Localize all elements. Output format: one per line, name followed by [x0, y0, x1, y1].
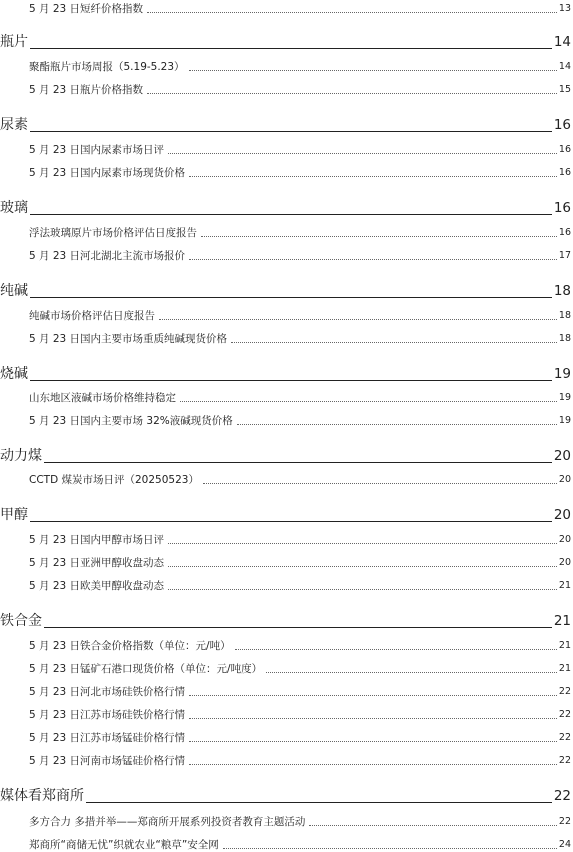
toc-page-number: 16: [553, 117, 571, 133]
toc-entry[interactable]: [29, 226, 571, 240]
toc-leader: [189, 176, 557, 177]
toc-section-title: 动力煤: [0, 448, 42, 464]
toc-page-number: 22: [558, 686, 571, 697]
toc-page-number: 21: [553, 613, 571, 629]
toc-entry-title: 5 月 23 日河北湖北主流市场报价: [29, 250, 186, 262]
toc-page-number: 18: [558, 333, 571, 344]
toc-page-number: 22: [558, 816, 571, 827]
toc-page-number: 19: [553, 366, 571, 382]
toc-leader: [189, 259, 557, 260]
toc-leader: [86, 802, 552, 803]
toc-section-title: 媒体看郑商所: [0, 788, 84, 804]
toc-page-number: 22: [558, 709, 571, 720]
toc-leader: [189, 695, 557, 696]
toc-entry-title: 纯碱市场价格评估日度报告: [29, 310, 155, 322]
toc-leader: [30, 131, 552, 132]
toc-page-number: 16: [558, 227, 571, 238]
toc-entry-title: 5 月 23 日国内主要市场 32%液碱现货价格: [29, 415, 233, 427]
toc-page-number: 13: [558, 3, 571, 14]
toc-leader: [203, 483, 557, 484]
toc-entry[interactable]: [29, 639, 571, 653]
toc-entry-title: 5 月 23 日江苏市场硅铁价格行情: [29, 709, 186, 721]
toc-entry-title: 5 月 23 日河南市场锰硅价格行情: [29, 755, 186, 767]
toc-page-number: 20: [553, 448, 571, 464]
toc-page-number: 20: [558, 474, 571, 485]
toc-entry[interactable]: [29, 708, 571, 722]
toc-leader: [30, 214, 552, 215]
toc-leader: [180, 401, 557, 402]
toc-page-number: 18: [553, 283, 571, 299]
toc-section-entry[interactable]: [0, 786, 571, 806]
toc-leader: [44, 627, 552, 628]
toc-page-number: 19: [558, 415, 571, 426]
toc-entry-title: 多方合力 多措并举——郑商所开展系列投资者教育主题活动: [29, 816, 306, 828]
toc-section-entry[interactable]: [0, 505, 571, 525]
toc-entry[interactable]: [29, 533, 571, 547]
toc-entry-title: 5 月 23 日河北市场硅铁价格行情: [29, 686, 186, 698]
toc-entry[interactable]: [29, 332, 571, 346]
toc-entry[interactable]: [29, 249, 571, 263]
toc-entry-title: 5 月 23 日短纤价格指数: [29, 3, 144, 15]
toc-leader: [223, 848, 557, 849]
toc-leader: [237, 424, 557, 425]
toc-entry-title: 5 月 23 日江苏市场锰硅价格行情: [29, 732, 186, 744]
toc-entry-title: 5 月 23 日铁合金价格指数（单位：元/吨）: [29, 640, 231, 652]
toc-entry-title: 5 月 23 日亚洲甲醇收盘动态: [29, 557, 165, 569]
toc-page-number: 24: [558, 839, 571, 850]
toc-page-number: 16: [558, 144, 571, 155]
toc-entry[interactable]: [29, 143, 571, 157]
toc-page-number: 17: [558, 250, 571, 261]
toc-leader: [235, 649, 557, 650]
toc-entry[interactable]: [29, 83, 571, 97]
toc-entry[interactable]: [29, 815, 571, 829]
toc-leader: [189, 764, 557, 765]
toc-entry-title: 5 月 23 日锰矿石港口现货价格（单位：元/吨度）: [29, 663, 263, 675]
toc-entry-title: 山东地区液碱市场价格维持稳定: [29, 392, 176, 404]
toc-entry-title: 5 月 23 日国内尿素市场日评: [29, 144, 165, 156]
toc-entry[interactable]: [29, 309, 571, 323]
toc-entry[interactable]: [29, 473, 571, 487]
toc-page-number: 14: [558, 61, 571, 72]
toc-section-entry[interactable]: [0, 198, 571, 218]
toc-entry-title: CCTD 煤炭市场日评（20250523）: [29, 474, 199, 486]
toc-entry[interactable]: [29, 556, 571, 570]
toc-section-title: 烧碱: [0, 366, 28, 382]
toc-entry[interactable]: [29, 391, 571, 405]
toc-leader: [168, 543, 557, 544]
toc-entry-title: 5 月 23 日国内甲醇市场日评: [29, 534, 165, 546]
toc-entry[interactable]: [29, 685, 571, 699]
toc-entry-title: 郑商所“商储无忧”织就农业“粮草”安全网: [29, 839, 219, 851]
toc-page-number: 19: [558, 392, 571, 403]
toc-page-number: 20: [558, 534, 571, 545]
toc-section-entry[interactable]: [0, 364, 571, 384]
toc-section-entry[interactable]: [0, 446, 571, 466]
toc-page-number: 18: [558, 310, 571, 321]
toc-section-title: 瓶片: [0, 34, 28, 50]
toc-leader: [30, 48, 552, 49]
toc-entry-title: 5 月 23 日国内尿素市场现货价格: [29, 167, 186, 179]
toc-page-number: 16: [553, 200, 571, 216]
toc-entry[interactable]: [29, 662, 571, 676]
toc-leader: [30, 380, 552, 381]
toc-entry[interactable]: [29, 60, 571, 74]
toc-page-number: 22: [558, 755, 571, 766]
toc-leader: [44, 462, 552, 463]
toc-leader: [30, 521, 552, 522]
toc-entry[interactable]: [29, 754, 571, 768]
toc-entry-title: 浮法玻璃原片市场价格评估日度报告: [29, 227, 197, 239]
toc-page-number: 14: [553, 34, 571, 50]
toc-page-number: 20: [558, 557, 571, 568]
toc-page-number: 16: [558, 167, 571, 178]
toc-entry[interactable]: [29, 166, 571, 180]
toc-page-number: 20: [553, 507, 571, 523]
toc-section-title: 尿素: [0, 117, 28, 133]
toc-entry[interactable]: [29, 838, 571, 852]
toc-section-entry[interactable]: [0, 281, 571, 301]
toc-leader: [30, 297, 552, 298]
toc-page-number: 22: [558, 732, 571, 743]
toc-section-entry[interactable]: [0, 611, 571, 631]
toc-section-title: 铁合金: [0, 613, 42, 629]
toc-leader: [147, 12, 557, 13]
toc-entry-title: 5 月 23 日欧美甲醇收盘动态: [29, 580, 165, 592]
toc-page-number: 22: [553, 788, 571, 804]
toc-entry[interactable]: [29, 731, 571, 745]
toc-section-entry[interactable]: [0, 32, 571, 52]
toc-page-number: 21: [558, 640, 571, 651]
toc-leader: [189, 718, 557, 719]
toc-leader: [309, 825, 557, 826]
toc-page-number: 15: [558, 84, 571, 95]
toc-leader: [189, 741, 557, 742]
toc-leader: [201, 236, 557, 237]
toc-entry-title: 5 月 23 日国内主要市场重质纯碱现货价格: [29, 333, 228, 345]
toc-leader: [168, 589, 557, 590]
toc-section-title: 纯碱: [0, 283, 28, 299]
toc-leader: [189, 70, 557, 71]
toc-leader: [159, 319, 557, 320]
toc-entry-title: 聚酯瓶片市场周报（5.19-5.23）: [29, 61, 185, 73]
toc-leader: [168, 153, 557, 154]
toc-leader: [231, 342, 557, 343]
toc-entry[interactable]: [29, 579, 571, 593]
toc-section-entry[interactable]: [0, 115, 571, 135]
toc-entry[interactable]: [29, 414, 571, 428]
toc-entry-title: 5 月 23 日瓶片价格指数: [29, 84, 144, 96]
toc-leader: [147, 93, 557, 94]
toc-page-number: 21: [558, 580, 571, 591]
toc-leader: [266, 672, 557, 673]
toc-page-number: 21: [558, 663, 571, 674]
toc-section-title: 甲醇: [0, 507, 28, 523]
toc-leader: [168, 566, 557, 567]
toc-section-title: 玻璃: [0, 200, 28, 216]
toc-entry[interactable]: [29, 2, 571, 16]
